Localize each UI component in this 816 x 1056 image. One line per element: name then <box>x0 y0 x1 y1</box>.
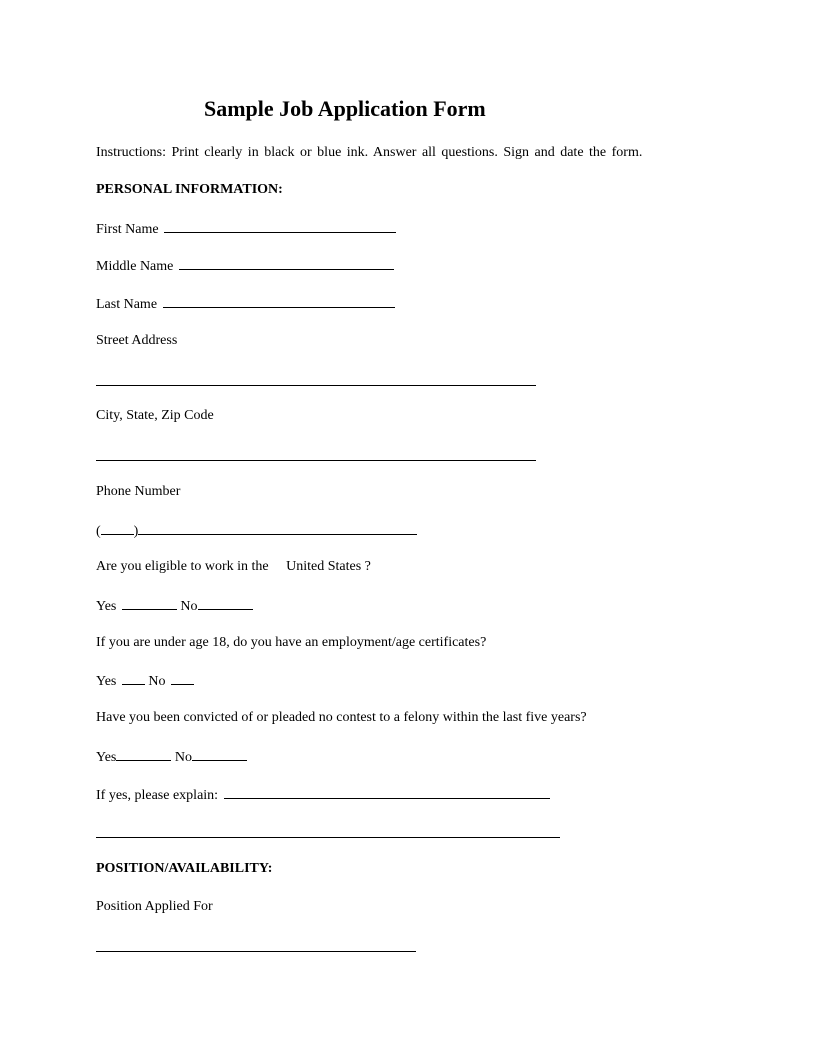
eligibility-yes-label: Yes <box>96 599 117 614</box>
middle-name-field[interactable] <box>179 257 394 270</box>
last-name-label: Last Name <box>96 297 158 312</box>
felony-explain-field[interactable] <box>224 786 550 799</box>
age-answer-row <box>96 672 194 690</box>
felony-yes-field[interactable] <box>116 748 171 761</box>
first-name-label: First Name <box>96 222 159 237</box>
age-no-label: No <box>148 674 166 689</box>
phone-area-code-field[interactable] <box>101 522 134 535</box>
age-yes-field[interactable] <box>122 672 145 685</box>
age-question: If you are under age 18, do you have an employment/age certificates? <box>96 635 487 650</box>
eligibility-answer-row <box>96 597 253 615</box>
eligibility-question: Are you eligible to work in the <box>96 559 269 574</box>
felony-explain-continuation-field[interactable] <box>96 837 560 838</box>
city-state-zip-label: City, State, Zip Code <box>96 408 214 423</box>
first-name-field[interactable] <box>164 220 396 233</box>
street-address-label: Street Address <box>96 333 178 348</box>
position-availability-heading: POSITION/AVAILABILITY: <box>96 861 273 876</box>
felony-answer-row <box>96 748 247 766</box>
eligibility-yes-field[interactable] <box>122 597 177 610</box>
felony-explain-row <box>96 786 550 804</box>
eligibility-question-tail: United States ? <box>286 559 371 574</box>
eligibility-no-field[interactable] <box>198 597 253 610</box>
phone-number-label: Phone Number <box>96 484 181 499</box>
phone-number-field[interactable] <box>138 522 417 535</box>
first-name-row <box>96 220 396 238</box>
position-applied-for-label: Position Applied For <box>96 899 213 914</box>
phone-paren-close: ) <box>133 524 139 539</box>
form-title: Sample Job Application Form <box>204 96 486 121</box>
personal-information-heading: PERSONAL INFORMATION: <box>96 182 283 197</box>
middle-name-label: Middle Name <box>96 259 174 274</box>
felony-yes-label: Yes <box>96 750 117 765</box>
eligibility-question-row <box>96 559 371 575</box>
age-yes-label: Yes <box>96 674 117 689</box>
street-address-field[interactable] <box>96 385 536 386</box>
age-no-field[interactable] <box>171 672 194 685</box>
eligibility-no-label: No <box>180 599 198 614</box>
felony-no-field[interactable] <box>192 748 247 761</box>
felony-question: Have you been convicted of or pleaded no contest to a felony within the last five years? <box>96 710 587 725</box>
phone-paren-open: ( <box>96 524 101 539</box>
felony-explain-label: If yes, please explain: <box>96 788 219 803</box>
city-state-zip-field[interactable] <box>96 460 536 461</box>
last-name-row <box>96 295 395 313</box>
instructions: Instructions: Print clearly in black or blue ink. Answer all questions. Sign and date the form. <box>96 145 643 160</box>
felony-no-label: No <box>174 750 192 765</box>
middle-name-row <box>96 257 394 275</box>
position-applied-for-field[interactable] <box>96 951 416 952</box>
last-name-field[interactable] <box>163 295 395 308</box>
phone-number-row <box>96 522 417 540</box>
